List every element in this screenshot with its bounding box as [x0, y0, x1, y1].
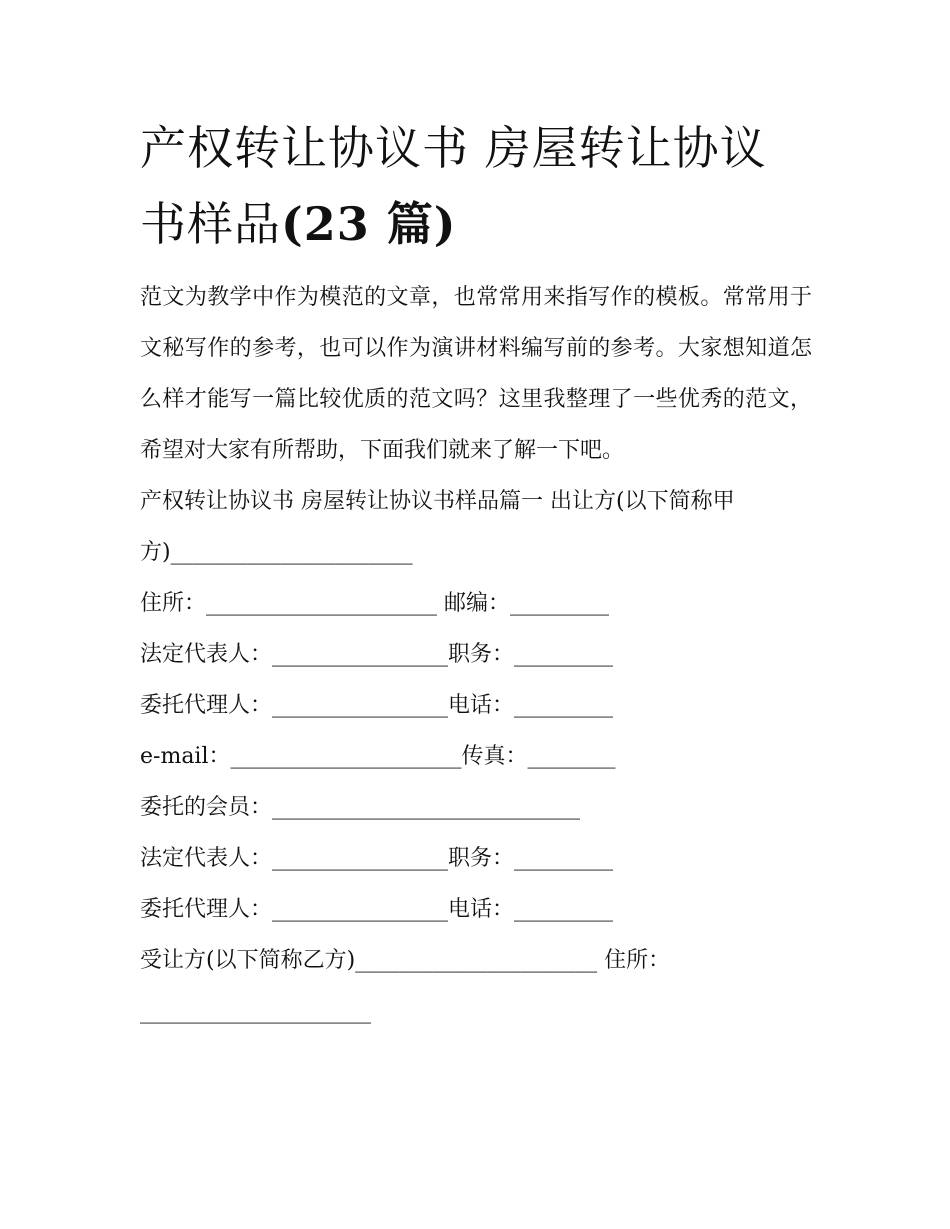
section-heading: 产权转让协议书 房屋转让协议书样品篇一 出让方(以下简称甲方)______________________: [140, 489, 735, 565]
form-line-agent-2: 委托代理人：________________电话：_________: [140, 897, 614, 922]
form-line-member: 委托的会员：____________________________: [140, 795, 581, 820]
form-line-email: e-mail：_____________________传真：________: [140, 744, 616, 769]
intro-paragraph: 范文为教学中作为模范的文章，也常常用来指写作的模板。常常用于文秘写作的参考，也可以作为演讲材料编写前的参考。大家想知道怎么样才能写一篇比较优质的范文吗？这里我整理了一些优秀的范文，希望对大家有所帮助，下面我们就来了解一下吧。: [140, 285, 812, 463]
title-count: (23 篇): [281, 197, 457, 251]
form-line-transferee: 受让方(以下简称乙方)______________________ 住所：_____________________: [140, 948, 671, 1024]
document-title: [140, 110, 812, 262]
form-line-legal-rep-2: 法定代表人：________________职务：_________: [140, 846, 614, 871]
form-line-address: 住所：_____________________ 邮编：_________: [140, 591, 609, 616]
document-page: [140, 110, 812, 1037]
document-body: [140, 272, 812, 1037]
form-line-agent: 委托代理人：________________电话：_________: [140, 693, 614, 718]
title-text: 产权转让协议书 房屋转让协议书样品: [140, 121, 767, 251]
form-line-legal-rep: 法定代表人：________________职务：_________: [140, 642, 614, 667]
